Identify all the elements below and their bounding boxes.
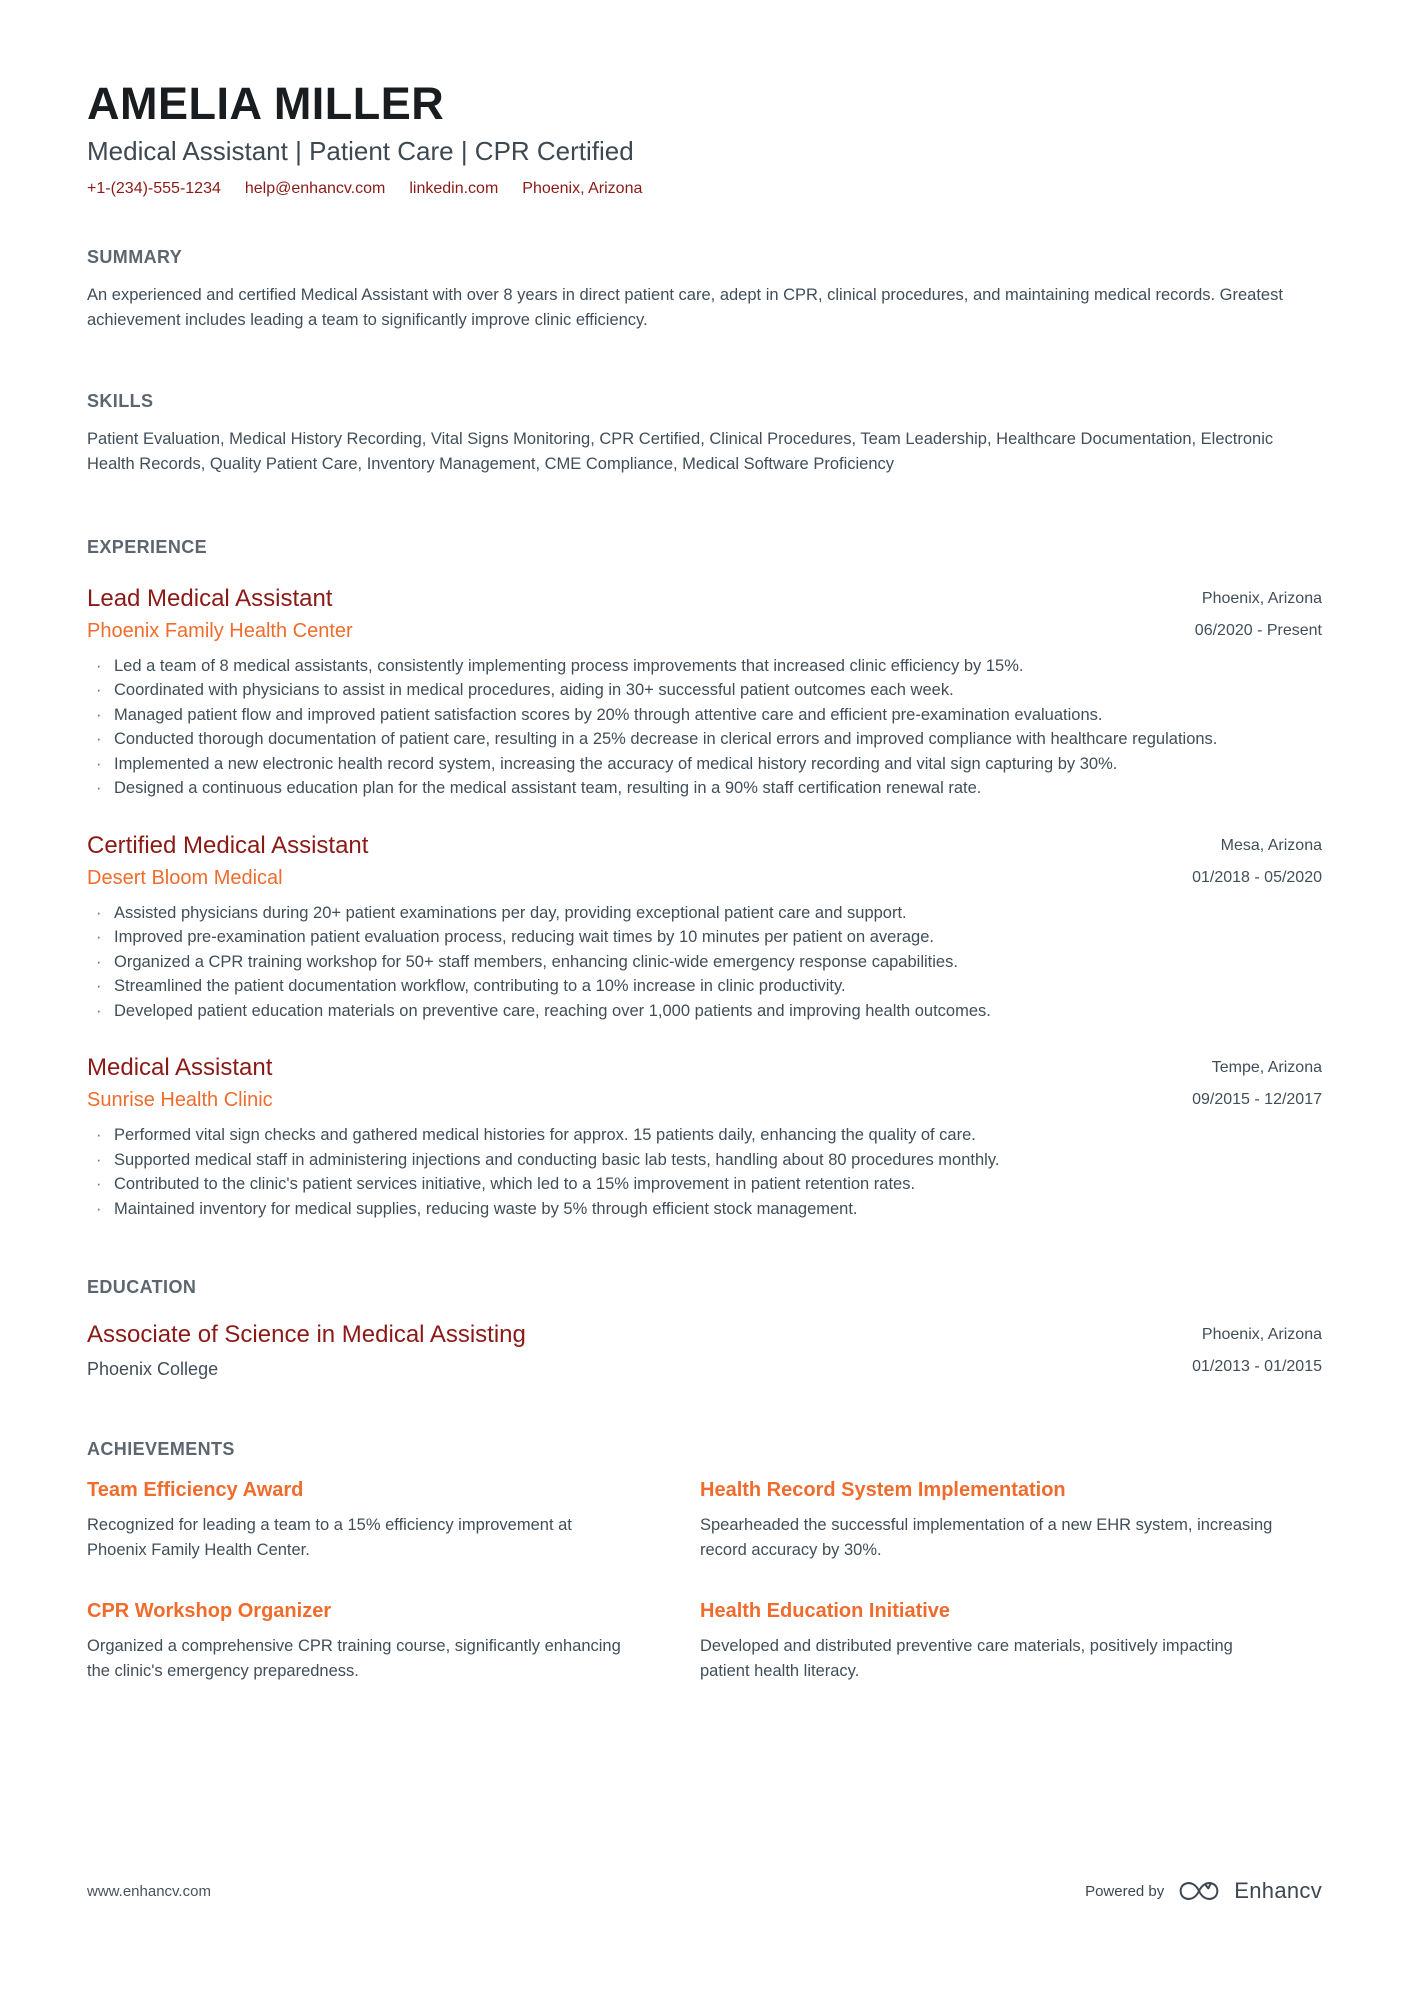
job-bullet-list [87, 654, 1322, 801]
contact-linkedin-link[interactable]: linkedin.com [409, 179, 499, 197]
achievements-grid [87, 1478, 1322, 1684]
job-meta [1195, 584, 1322, 641]
job-header-left [87, 831, 368, 891]
brand-wordmark: Enhancv [1234, 1878, 1322, 1903]
education-entry [87, 1320, 1322, 1381]
summary-heading: SUMMARY [87, 246, 183, 267]
skills-section [87, 391, 1322, 477]
job-bullet: · Coordinated with physicians to assist in medical procedures, aiding in 30+ successful patient outcomes each week. [87, 678, 1322, 703]
resume-header [87, 78, 1322, 199]
job-entry [87, 584, 1322, 801]
footer-brand [1085, 1878, 1322, 1904]
achievement-item [700, 1599, 1322, 1684]
experience-section [87, 537, 1322, 1222]
skills-heading: SKILLS [87, 390, 154, 411]
education-meta [1192, 1320, 1322, 1377]
job-bullet: · Performed vital sign checks and gathered medical histories for approx. 15 patients daily, enhancing the quality of care. [87, 1123, 1322, 1148]
job-bullet: · Designed a continuous education plan for the medical assistant team, resulting in a 90% staff certification renewal rate. [87, 776, 1322, 801]
job-bullet: · Maintained inventory for medical supplies, reducing waste by 5% through efficient stock management. [87, 1197, 1322, 1222]
contact-phone: +1-(234)-555-1234 [87, 179, 221, 197]
achievement-item [700, 1478, 1322, 1563]
job-header [87, 584, 1322, 644]
job-dates: 09/2015 - 12/2017 [1192, 1091, 1322, 1109]
powered-by-label: Powered by [1085, 1882, 1165, 1900]
job-location: Mesa, Arizona [1220, 836, 1322, 854]
education-school: Phoenix College [87, 1359, 219, 1380]
achievement-title: Health Education Initiative [700, 1600, 951, 1623]
job-company: Sunrise Health Clinic [87, 1089, 273, 1112]
job-bullet-list [87, 1123, 1322, 1221]
achievement-text: Organized a comprehensive CPR training course, significantly enhancing the clinic's emergency preparedness. [87, 1637, 621, 1681]
job-bullet: · Streamlined the patient documentation workflow, contributing to a 10% increase in clinic productivity. [87, 974, 1322, 999]
job-title: Medical Assistant [87, 1054, 273, 1082]
education-section [87, 1277, 1322, 1381]
education-degree: Associate of Science in Medical Assisting [87, 1321, 526, 1349]
summary-text: An experienced and certified Medical Assistant with over 8 years in direct patient care, adept in CPR, clinical procedures, and maintaining medical records. Greatest achievement includes leading a team to significantly improve clinic efficiency. [87, 285, 1283, 329]
footer-site-link[interactable]: www.enhancv.com [87, 1882, 211, 1900]
experience-heading: EXPERIENCE [87, 536, 208, 557]
job-entry [87, 831, 1322, 1024]
job-bullet-list [87, 901, 1322, 1024]
job-bullet: · Developed patient education materials on preventive care, reaching over 1,000 patients and improving health outcomes. [87, 999, 1322, 1024]
achievements-section [87, 1439, 1322, 1684]
job-header-left [87, 1053, 273, 1113]
job-bullet: · Contributed to the clinic's patient services initiative, which led to a 15% improvement in patient retention rates. [87, 1172, 1322, 1197]
job-bullet: · Organized a CPR training workshop for 50+ staff members, enhancing clinic-wide emergency response capabilities. [87, 950, 1322, 975]
job-meta [1192, 831, 1322, 888]
job-company: Phoenix Family Health Center [87, 619, 353, 642]
job-header [87, 831, 1322, 891]
achievement-title: Health Record System Implementation [700, 1479, 1066, 1502]
education-location: Phoenix, Arizona [1201, 1326, 1322, 1344]
education-heading: EDUCATION [87, 1277, 197, 1298]
candidate-tagline: Medical Assistant | Patient Care | CPR Certified [87, 135, 634, 166]
job-dates: 06/2020 - Present [1194, 621, 1322, 639]
job-bullet: · Assisted physicians during 20+ patient examinations per day, providing exceptional patient care and support. [87, 901, 1322, 926]
achievements-heading: ACHIEVEMENTS [87, 1439, 235, 1460]
candidate-name: AMELIA MILLER [87, 78, 445, 129]
contact-row [87, 179, 1322, 199]
job-entry [87, 1053, 1322, 1221]
summary-section [87, 247, 1322, 333]
education-left [87, 1320, 526, 1381]
page-footer [87, 1878, 1322, 1904]
job-meta [1192, 1053, 1322, 1110]
job-title: Certified Medical Assistant [87, 831, 369, 859]
achievement-text: Developed and distributed preventive care materials, positively impacting patient health literacy. [700, 1637, 1233, 1681]
enhancv-logo-icon [1176, 1879, 1222, 1903]
education-dates: 01/2013 - 01/2015 [1192, 1358, 1322, 1376]
achievement-text: Spearheaded the successful implementation of a new EHR system, increasing record accuracy by 30%. [700, 1516, 1273, 1560]
job-bullet: · Conducted thorough documentation of patient care, resulting in a 25% decrease in clerical errors and improved compliance with healthcare regulations. [87, 727, 1322, 752]
job-bullet: · Led a team of 8 medical assistants, consistently implementing process improvements that increased clinic efficiency by 15%. [87, 654, 1322, 679]
job-bullet: · Implemented a new electronic health record system, increasing the accuracy of medical history recording and vital sign capturing by 30%. [87, 752, 1322, 777]
job-title: Lead Medical Assistant [87, 584, 333, 612]
achievement-item [87, 1478, 630, 1563]
skills-text: Patient Evaluation, Medical History Recording, Vital Signs Monitoring, CPR Certified, Clinical Procedures, Team Leadership, Healthcare Documentation, Electronic Health Records, Quality Patient Care, Inventory Management, CME Compliance, Medical Software Proficiency [87, 429, 1274, 473]
achievement-title: Team Efficiency Award [87, 1479, 304, 1502]
contact-location: Phoenix, Arizona [522, 179, 643, 197]
contact-email-link[interactable]: help@enhancv.com [244, 179, 386, 197]
achievement-item [87, 1599, 630, 1684]
job-location: Phoenix, Arizona [1201, 589, 1322, 607]
job-header-left [87, 584, 353, 644]
job-bullet: · Improved pre-examination patient evaluation process, reducing wait times by 10 minutes per patient on average. [87, 925, 1322, 950]
achievement-text: Recognized for leading a team to a 15% efficiency improvement at Phoenix Family Health Center. [87, 1516, 572, 1560]
job-bullet: · Supported medical staff in administering injections and conducting basic lab tests, handling about 80 procedures monthly. [87, 1148, 1322, 1173]
job-company: Desert Bloom Medical [87, 866, 283, 889]
job-location: Tempe, Arizona [1211, 1059, 1322, 1077]
job-dates: 01/2018 - 05/2020 [1192, 868, 1322, 886]
job-header [87, 1053, 1322, 1113]
achievement-title: CPR Workshop Organizer [87, 1600, 332, 1623]
job-bullet: · Managed patient flow and improved patient satisfaction scores by 20% through attentive care and efficient pre-examination evaluations. [87, 703, 1322, 728]
